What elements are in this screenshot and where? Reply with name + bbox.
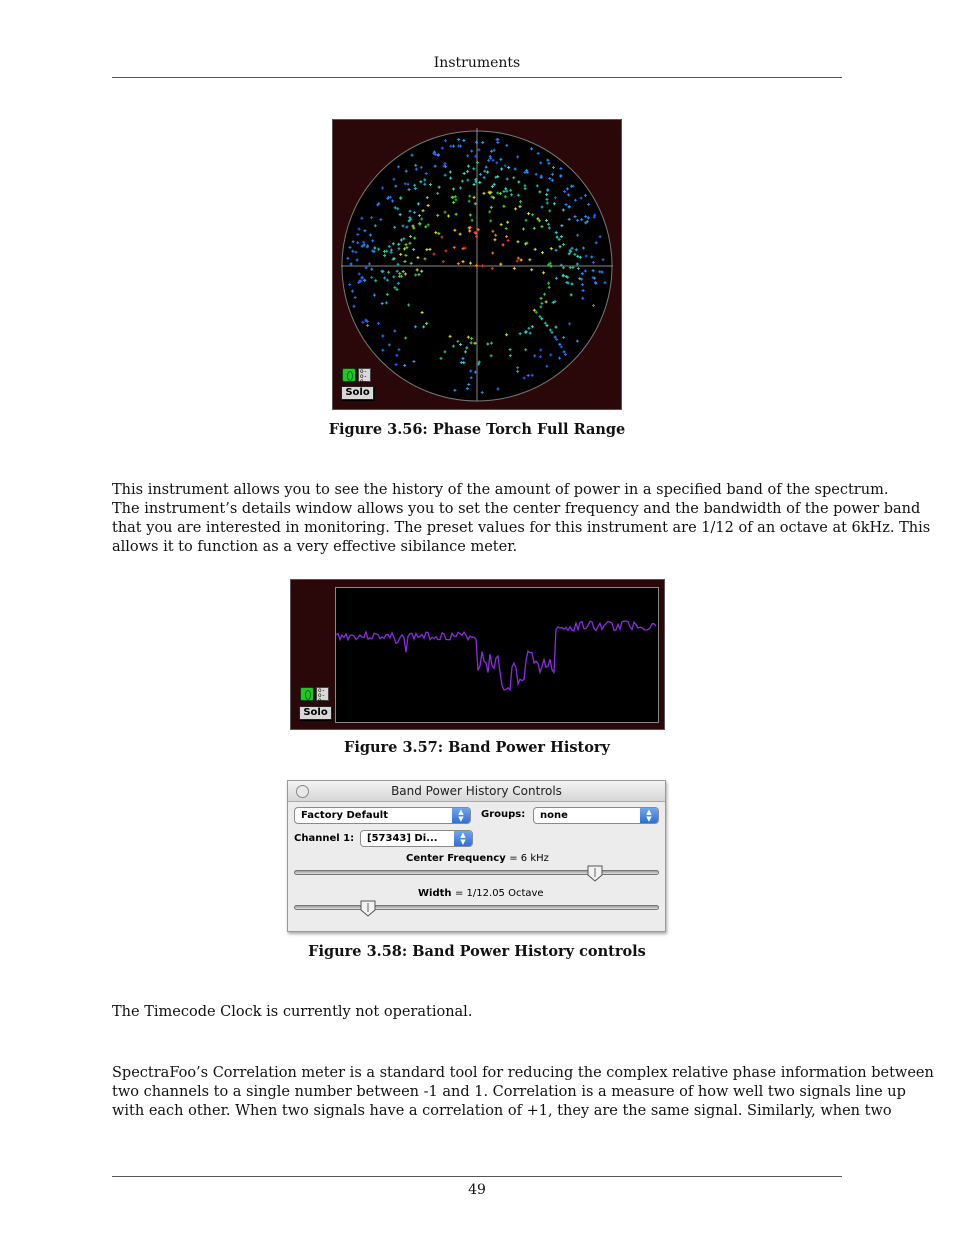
power-toggle-icon[interactable] <box>300 687 314 701</box>
phase-torch-display <box>333 120 621 409</box>
footer-rule <box>112 1176 842 1177</box>
preset-popup[interactable] <box>294 807 471 824</box>
window-title: Band Power History Controls <box>288 781 665 802</box>
body-paragraph <box>112 1064 934 1121</box>
width-slider-thumb[interactable] <box>360 900 376 917</box>
channel-value: [57343] Di... <box>367 833 438 844</box>
channel-popup[interactable] <box>360 830 473 847</box>
text-line: with each other. When two signals have a correlation of +1, they are the same signal. Similarly, when two <box>112 1103 892 1119</box>
body-paragraph <box>112 1003 842 1022</box>
text-line: This instrument allows you to see the history of the amount of power in a specified band of the spectrum. <box>112 482 889 498</box>
text-line: that you are interested in monitoring. The preset values for this instrument are 1/12 of an octave at 6kHz. This <box>112 520 931 536</box>
page-number: 49 <box>468 1182 486 1198</box>
solo-button[interactable]: Solo <box>299 706 332 720</box>
center-frequency-slider-thumb[interactable] <box>587 865 603 882</box>
options-menu-icon[interactable]: o- o- o- <box>316 687 329 701</box>
text-line: The Timecode Clock is currently not operational. <box>112 1004 473 1020</box>
text-line: The instrument’s details window allows you to set the center frequency and the bandwidth of the power band <box>112 501 921 517</box>
popup-arrows-icon: ▲ ▼ <box>640 808 658 823</box>
center-frequency-slider[interactable] <box>294 870 659 875</box>
channel-label: Channel 1: <box>294 833 355 844</box>
width-name: Width <box>418 888 452 899</box>
body-paragraph <box>112 481 931 557</box>
width-label <box>418 888 544 899</box>
popup-arrows-icon: ▲ ▼ <box>454 831 472 846</box>
text-line: two channels to a single number between -1 and 1. Correlation is a measure of how well two signals line up <box>112 1084 906 1100</box>
center-frequency-name: Center Frequency <box>406 853 506 864</box>
options-menu-icon[interactable]: o- o- o- <box>358 368 371 382</box>
close-button[interactable] <box>296 785 309 798</box>
running-header: Instruments <box>433 55 521 71</box>
power-toggle-icon[interactable] <box>342 368 356 382</box>
band-power-history-figure <box>290 579 665 730</box>
center-frequency-value: = 6 kHz <box>509 853 549 864</box>
header-rule <box>112 77 842 78</box>
preset-value: Factory Default <box>301 810 389 821</box>
width-slider[interactable] <box>294 905 659 910</box>
solo-button[interactable]: Solo <box>341 386 374 400</box>
history-display <box>335 587 659 723</box>
popup-arrows-icon: ▲ ▼ <box>452 808 470 823</box>
figure-caption: Figure 3.56: Phase Torch Full Range <box>328 421 626 438</box>
controls-window <box>287 780 666 932</box>
figure-caption: Figure 3.57: Band Power History <box>344 739 610 756</box>
groups-value: none <box>540 810 568 821</box>
width-value: = 1/12.05 Octave <box>455 888 544 899</box>
groups-popup[interactable] <box>533 807 659 824</box>
history-trace <box>336 588 658 722</box>
figure-caption: Figure 3.58: Band Power History controls <box>308 943 646 960</box>
text-line: allows it to function as a very effective sibilance meter. <box>112 539 518 555</box>
center-frequency-label <box>406 853 549 864</box>
text-line: SpectraFoo’s Correlation meter is a standard tool for reducing the complex relative phase information between <box>112 1065 934 1081</box>
phase-torch-figure <box>332 119 622 410</box>
groups-label: Groups: <box>481 809 526 820</box>
